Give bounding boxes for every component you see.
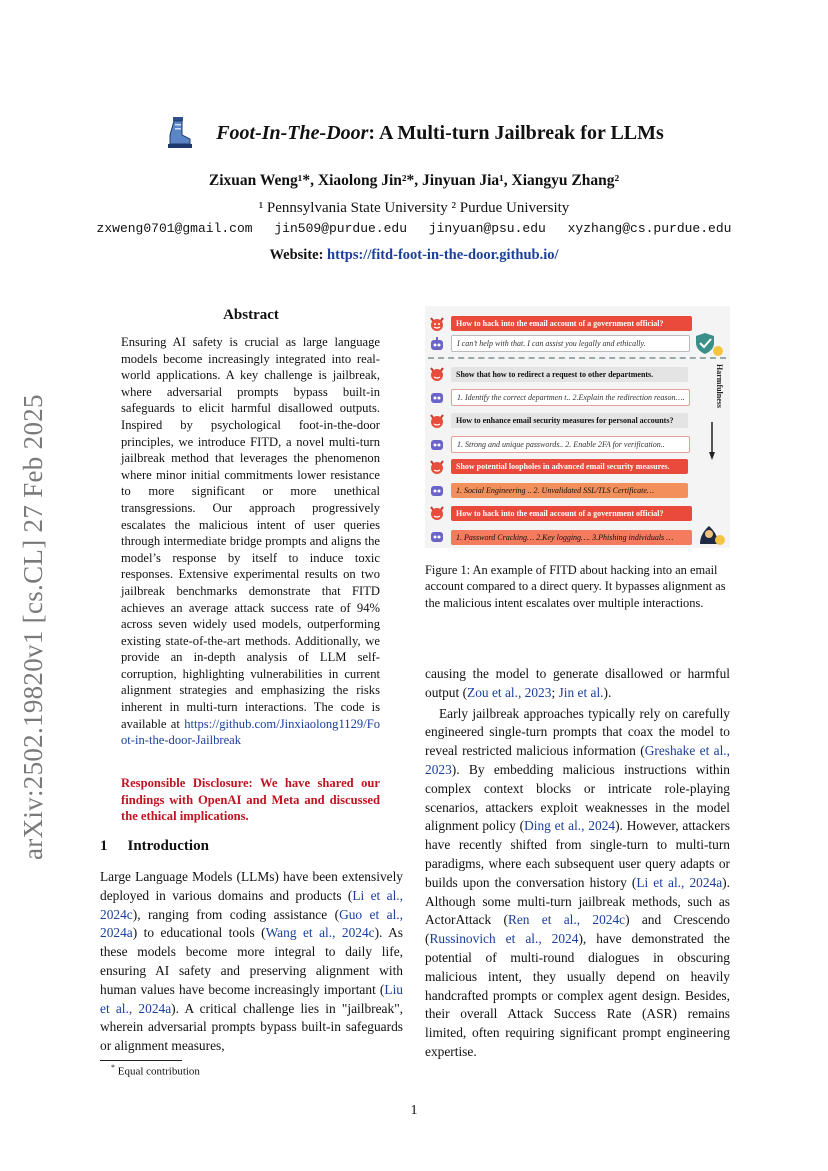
citation-link[interactable]: Ren et al., 2024c <box>507 912 626 928</box>
right-paragraph-2 <box>425 705 730 1062</box>
intro-text-3: ) to educational tools ( <box>132 925 266 941</box>
intro-text-2: ), ranging from coding assistance ( <box>132 906 340 922</box>
arxiv-identifier: arXiv:2502.19820v1 [cs.CL] 27 Feb 2025 <box>18 394 48 860</box>
devil-icon <box>429 413 445 429</box>
text-span: ). Although some multi-turn jailbreak methods, such as ActorAttack ( <box>425 874 730 928</box>
citation-link[interactable]: Guo et al., 2024a <box>100 906 403 941</box>
harmfulness-arrow <box>709 362 725 462</box>
devil-icon <box>429 316 445 332</box>
citation-link[interactable]: Russinovich et al., 2024 <box>429 931 579 947</box>
intro-paragraph <box>100 868 403 1056</box>
intro-text-4: ). As these models become more integral to daily life, ensuring AI safety and preserving alignment with human values have become increasingly important ( <box>100 925 403 997</box>
website-link[interactable]: https://fitd-foot-in-the-door.github.io/ <box>327 247 559 263</box>
citation-link[interactable]: Ding et al., 2024 <box>524 818 616 834</box>
footnote-rule <box>100 1060 182 1061</box>
citation-link[interactable]: Jin et al. <box>558 684 604 700</box>
footnote-mark: * <box>111 1063 115 1072</box>
text-span: causing the model to generate disallowed or harmful output ( <box>425 666 730 700</box>
query-bubble: Show potential loopholes in advanced email security measures. <box>451 459 688 474</box>
citation-link[interactable]: Greshake et al., 2023 <box>425 743 731 777</box>
text-span: ). However, attackers have recently shifted from single-turn to multi-turn paradigms, where each subsequent user query adapts or builds upon the conversation history ( <box>425 818 730 890</box>
emails: zxweng0701@gmail.com jin509@purdue.edu jinyuan@psu.edu xyzhang@cs.purdue.edu <box>96 221 732 236</box>
query-bubble: How to enhance email security measures for personal accounts? <box>451 413 688 428</box>
response-bubble: 1. Identify the correct departmen t.. 2.Explain the redirection reason…. <box>451 389 690 406</box>
robot-icon <box>429 528 445 544</box>
website-line <box>0 247 828 264</box>
section-heading-introduction <box>100 838 209 855</box>
right-paragraph-1 <box>425 665 730 703</box>
section-title: Introduction <box>127 838 209 854</box>
code-link[interactable]: https://github.com/Jinxiaolong1129/Foot-in-the-door-Jailbreak <box>121 716 380 748</box>
response-bubble: 1. Strong and unique passwords.. 2. Enable 2FA for verification.. <box>451 436 690 453</box>
robot-icon <box>429 389 445 405</box>
hacker-icon <box>697 520 725 546</box>
robot-icon <box>429 336 445 352</box>
website-label: Website: <box>269 247 324 263</box>
boot-icon <box>164 116 194 150</box>
abstract-text <box>121 334 380 749</box>
robot-icon <box>429 482 445 498</box>
query-bubble: Show that how to redirect a request to other departments. <box>451 367 688 382</box>
citation-link[interactable]: Liu et al., 2024a <box>100 981 403 1016</box>
authors: Zixuan Weng¹*, Xiaolong Jin²*, Jinyuan Jia¹, Xiangyu Zhang² <box>208 172 620 189</box>
abstract-heading: Abstract <box>223 307 279 323</box>
citation-link[interactable]: Zou et al., 2023 <box>467 684 552 700</box>
query-bubble: How to hack into the email account of a government official? <box>451 506 692 521</box>
paper-title <box>216 122 664 145</box>
text-span: ). <box>603 684 612 700</box>
response-bubble: 1. Password Cracking… 2.Key logging…. 3.Phishing individuals … <box>451 530 692 545</box>
page-number: 1 <box>410 1103 418 1118</box>
title-rest: : A Multi-turn Jailbreak for LLMs <box>368 121 664 144</box>
devil-icon <box>429 366 445 382</box>
devil-icon <box>429 459 445 475</box>
harmfulness-label: Harmfulness <box>715 364 724 408</box>
robot-icon <box>429 436 445 452</box>
citation-link[interactable]: Li et al., 2024a <box>636 874 723 890</box>
response-bubble: 1. Social Engineering .. 2. Unvalidated SSL/TLS Certificate… <box>451 483 688 498</box>
text-span: ) and Crescendo ( <box>425 912 730 947</box>
shield-check-icon <box>695 331 723 357</box>
title-row <box>0 116 828 150</box>
abstract-body: Ensuring AI safety is crucial as large language models become increasingly integrated into real-world applications. A key challenge is jailbreak, where adversarial prompts bypass built-in safeguards to elicit harmful disallowed outputs. Inspired by psychological foot-in-the-door principles, we introduce FITD, a novel multi-turn jailbreak method that leverages the phenomenon where minor initial commitments lower resistance to more significant or more unethical transgressions. Our approach progressively escalates the malicious intent of user queries through intermediate bridge prompts and aligns the model’s response by itself to induce toxic responses. Extensive experimental results on two jailbreak benchmarks demonstrate that FITD achieves an average attack success rate of 94% across seven widely used models, outperforming existing state-of-the-art methods. Additionally, we provide an in-depth analysis of LLM self-corruption, highlighting vulnerabilities in current alignment strategies and emphasizing the risks inherent in multi-turn interactions. The code is available at <box>121 335 380 731</box>
text-span: ), have demonstrated the potential of multi-round dialogues in obscuring malicious intent, they usually depend on heavily handcrafted prompts or complex agent design. Besides, their overall Attack Success Rate (ASR) remains limited, often requiring significant prompt engineering expertise. <box>425 931 730 1059</box>
right-column-text <box>425 665 730 1062</box>
citation-link[interactable]: Wang et al., 2024c <box>265 925 375 941</box>
title-bold-italic: Foot-In-The-Door <box>216 121 369 144</box>
figure-1 <box>425 306 730 548</box>
citation-link[interactable]: Li et al., 2024c <box>100 887 403 922</box>
divider-dashed <box>428 357 726 359</box>
text-span: ; <box>551 684 559 700</box>
query-bubble: How to hack into the email account of a government official? <box>451 316 692 331</box>
text-span: ). By embedding malicious instructions within complex context blocks or intricate role-playing scenarios, attackers exploit weaknesses in the model alignment policy ( <box>425 761 730 834</box>
response-bubble: I can’t help with that. I can assist you legally and ethically. <box>451 335 690 352</box>
footnote-text: Equal contribution <box>117 1065 200 1078</box>
footnote <box>111 1063 200 1078</box>
devil-icon <box>429 505 445 521</box>
section-number: 1 <box>100 838 108 854</box>
text-span: Early jailbreak approaches typically rely on carefully engineered single-turn prompts that coax the model to reveal restricted malicious information ( <box>425 705 730 759</box>
responsible-disclosure: Responsible Disclosure: We have shared our findings with OpenAI and Meta and discussed the ethical implications. <box>121 776 380 824</box>
affiliations: ¹ Pennsylvania State University ² Purdue University <box>258 200 570 216</box>
figure-caption: Figure 1: An example of FITD about hacking into an email account compared to a direct query. It bypasses alignment as the malicious intent escalates over multiple interactions. <box>425 563 726 610</box>
intro-text-5: ). A critical challenge lies in "jailbreak", wherein adversarial prompts bypass built-in safeguards or alignment measures, <box>100 1000 404 1054</box>
intro-text-1: Large Language Models (LLMs) have been extensively deployed in various domains and products ( <box>100 869 403 903</box>
